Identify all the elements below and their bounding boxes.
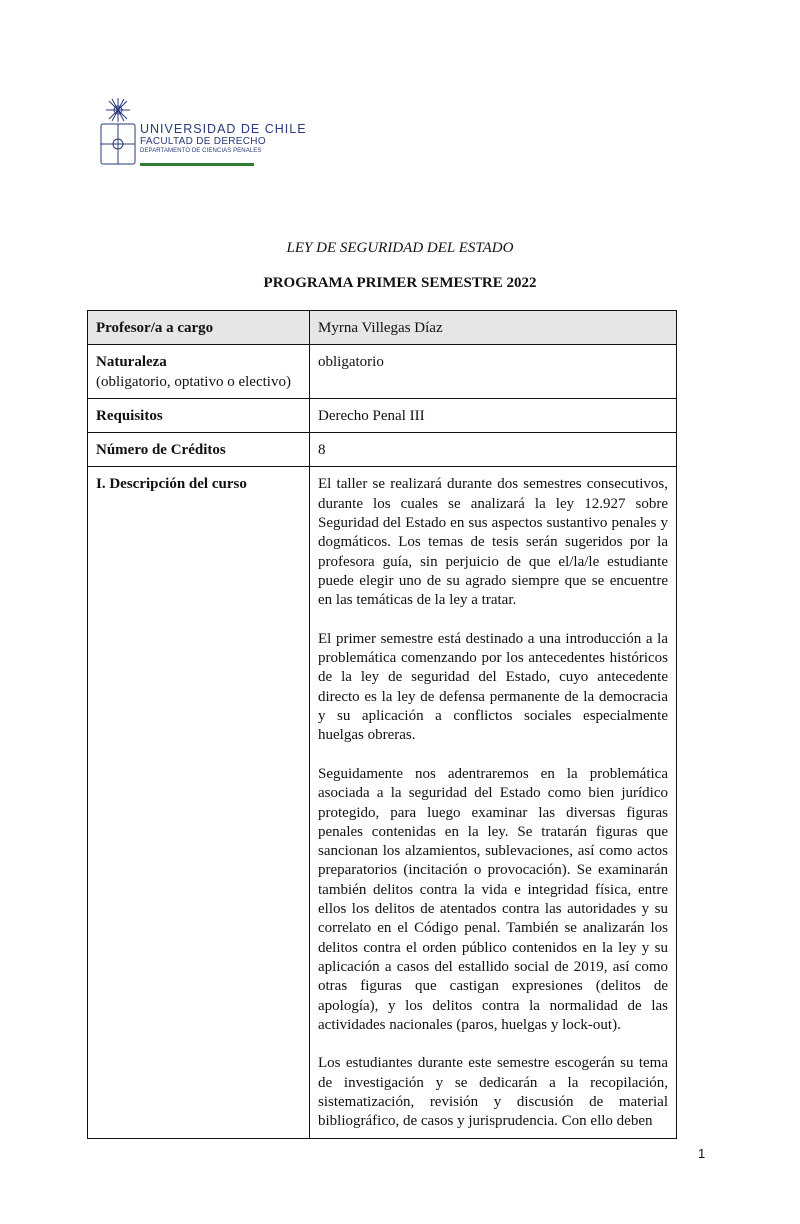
- row-value: obligatorio: [310, 345, 677, 399]
- table-row: [88, 398, 677, 432]
- page-number: 1: [698, 1146, 706, 1161]
- row-value: Myrna Villegas Díaz: [310, 311, 677, 345]
- table-row: [88, 345, 677, 399]
- description-paragraph: Seguidamente nos adentraremos en la problemática asociada a la seguridad del Estado como bien jurídico protegido, para luego examinar las diversas figuras penales contenidas en la ley. Se tratarán figuras que sancionan los alzamientos, sublevaciones, así como actos preparatorios (incitación o provocación). Se examinarán también delitos contra la vida e integridad física, entre ellos los delitos de atentados contra las autoridades y su correlato en el Código penal. También se analizarán los delitos contra el orden público contenidos en la ley y su aplicación a casos del estallido social de 2019, así como otras figuras que castigan expresiones (delitos de apología), y los delitos contra la normalidad de las actividades nacionales (paros, huelgas y lock-out).: [318, 765, 668, 1033]
- row-label: I. Descripción del curso: [88, 467, 310, 1138]
- course-info-table: [87, 310, 677, 1139]
- row-label: Naturaleza: [96, 354, 167, 371]
- row-sublabel: (obligatorio, optativo o electivo): [96, 373, 291, 390]
- table-row: [88, 467, 677, 1138]
- description-paragraph: El primer semestre está destinado a una introducción a la problemática comenzando por los antecedentes históricos de la ley de seguridad del Estado, cuyo antecedente directo es la ley de defensa permanente de la democracia y su aplicación a conflictos sociales especialmente huelgas obreras.: [318, 630, 668, 744]
- row-label: Requisitos: [88, 398, 310, 432]
- table-row: [88, 433, 677, 467]
- green-divider: [140, 163, 254, 166]
- description-paragraph: El taller se realizará durante dos semestres consecutivos, durante los cuales se analizará la ley 12.927 sobre Seguridad del Estado en sus aspectos sustantivo penales y dogmáticos. Los temas de tesis serán sugeridos por la profesora guía, sin perjuicio de que el/la/le estudiante puede elegir uno de su agrado siempre que se encuentre en las temáticas de la ley a tratar.: [318, 476, 668, 609]
- description-paragraph: Los estudiantes durante este semestre escogerán su tema de investigación y se dedicarán a la recopilación, sistematización, revisión y discusión de material bibliográfico, de casos y jurisprudencia. Con ello deben: [318, 1055, 668, 1130]
- row-value: Derecho Penal III: [310, 398, 677, 432]
- row-label: Profesor/a a cargo: [88, 311, 310, 345]
- row-label-cell: [88, 345, 310, 399]
- row-label: Número de Créditos: [88, 433, 310, 467]
- university-name: UNIVERSIDAD DE CHILE: [140, 122, 307, 136]
- department-name: DEPARTAMENTO DE CIENCIAS PENALES: [140, 148, 262, 154]
- table-row: [88, 311, 677, 345]
- document-subtitle: PROGRAMA PRIMER SEMESTRE 2022: [263, 275, 537, 291]
- document-title: LEY DE SEGURIDAD DEL ESTADO: [286, 240, 514, 256]
- course-description: [310, 467, 677, 1138]
- faculty-name: FACULTAD DE DERECHO: [140, 136, 266, 147]
- row-value: 8: [310, 433, 677, 467]
